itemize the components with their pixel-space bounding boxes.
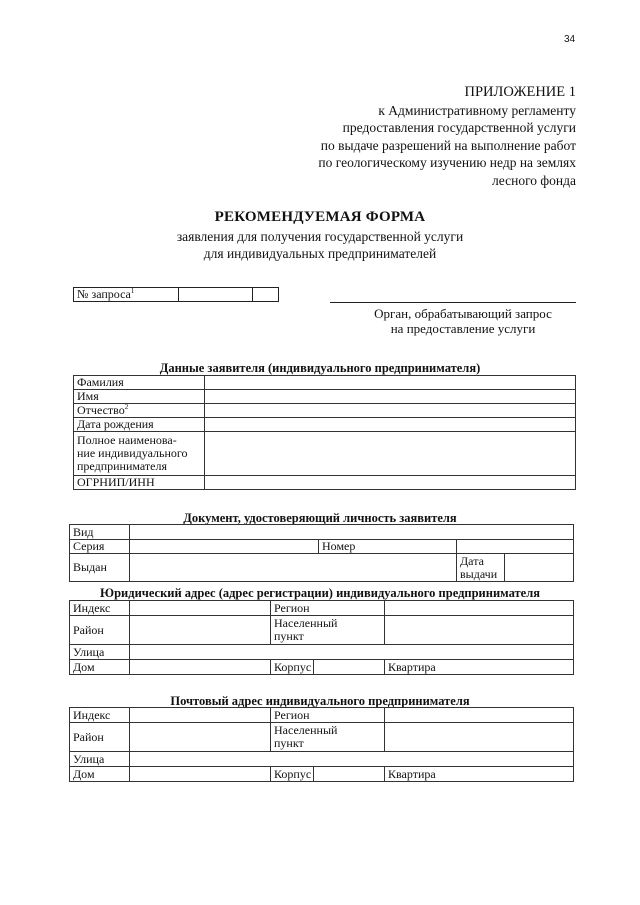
annex-line: предоставления государственной услуги <box>342 120 576 135</box>
patronymic-label <box>74 404 205 418</box>
index-field[interactable] <box>130 708 271 723</box>
annex-line: по геологическому изучению недр на землях <box>318 155 576 170</box>
locality-label <box>271 723 385 752</box>
house-label: Дом <box>70 660 130 675</box>
number-field[interactable] <box>457 540 574 554</box>
district-label: Район <box>70 723 130 752</box>
issue-date-line: выдачи <box>460 566 498 581</box>
locality-field[interactable] <box>385 723 574 752</box>
house-field[interactable] <box>130 767 271 782</box>
request-number-field[interactable] <box>178 288 179 301</box>
locality-line: Населенный <box>274 723 338 737</box>
postal-address-table <box>69 707 574 782</box>
organ-caption <box>340 306 586 336</box>
surname-field[interactable] <box>205 376 576 390</box>
building-label: Корпус <box>271 767 314 782</box>
house-field[interactable] <box>130 660 271 675</box>
full-name-field[interactable] <box>205 432 576 476</box>
street-field[interactable] <box>130 752 574 767</box>
request-number-field-end <box>252 288 253 301</box>
building-field[interactable] <box>314 660 385 675</box>
annex-header <box>236 84 576 189</box>
locality-line: Населенный <box>274 616 338 630</box>
index-label: Индекс <box>70 601 130 616</box>
annex-line: ПРИЛОЖЕНИЕ 1 <box>464 84 576 100</box>
full-name-label <box>74 432 205 476</box>
request-number-box <box>73 287 279 302</box>
ogrnip-label: ОГРНИП/ИНН <box>74 476 205 490</box>
annex-line: лесного фонда <box>492 172 576 188</box>
locality-field[interactable] <box>385 616 574 645</box>
patronymic-field[interactable] <box>205 404 576 418</box>
apartment-cell[interactable] <box>385 660 574 675</box>
locality-line: пункт <box>274 629 304 643</box>
series-label: Серия <box>70 540 130 554</box>
footnote-mark: 1 <box>130 287 135 295</box>
region-field[interactable] <box>385 601 574 616</box>
annex-line: к Административному регламенту <box>378 102 576 118</box>
issue-date-label <box>457 554 505 582</box>
name-field[interactable] <box>205 390 576 404</box>
series-field[interactable] <box>130 540 319 554</box>
postal-address-section-title: Почтовый адрес индивидуального предпринимателя <box>170 694 470 708</box>
legal-address-section-title: Юридический адрес (адрес регистрации) индивидуального предпринимателя <box>100 586 540 600</box>
issue-date-line: Дата <box>460 553 484 568</box>
district-label: Район <box>70 616 130 645</box>
legal-address-table <box>69 600 574 675</box>
footnote-mark: 2 <box>124 403 129 411</box>
request-number-label <box>77 288 134 301</box>
id-doc-section-title: Документ, удостоверяющий личность заявителя <box>183 511 457 525</box>
patronymic-text: Отчество <box>77 403 125 417</box>
surname-label: Фамилия <box>74 376 205 390</box>
form-subtitle-line: для индивидуальных предпринимателей <box>203 246 437 261</box>
district-field[interactable] <box>130 723 271 752</box>
birth-date-label: Дата рождения <box>74 418 205 432</box>
building-label: Корпус <box>271 660 314 675</box>
organ-signature-line[interactable] <box>330 302 576 303</box>
full-name-line: предпринимателя <box>77 459 167 473</box>
locality-label <box>271 616 385 645</box>
region-field[interactable] <box>385 708 574 723</box>
region-label: Регион <box>271 708 385 723</box>
ogrnip-field[interactable] <box>205 476 576 490</box>
index-label: Индекс <box>70 708 130 723</box>
applicant-table <box>73 375 576 490</box>
street-field[interactable] <box>130 645 574 660</box>
organ-caption-line: на предоставление услуги <box>390 321 536 336</box>
apartment-label: Квартира <box>388 659 436 674</box>
issued-by-field[interactable] <box>130 554 457 582</box>
apartment-label: Квартира <box>388 766 436 781</box>
form-subtitle-line: заявления для получения государственной услуги <box>176 229 464 244</box>
full-name-line: ние индивидуального <box>77 446 188 460</box>
locality-line: пункт <box>274 736 304 750</box>
index-field[interactable] <box>130 601 271 616</box>
issued-by-label: Выдан <box>70 554 130 582</box>
building-field[interactable] <box>314 767 385 782</box>
organ-caption-line: Орган, обрабатывающий запрос <box>374 306 552 321</box>
birth-date-field[interactable] <box>205 418 576 432</box>
page-number: 34 <box>564 34 576 45</box>
apartment-cell[interactable] <box>385 767 574 782</box>
form-subtitle <box>0 228 640 262</box>
number-label: Номер <box>319 540 457 554</box>
id-doc-table <box>69 524 574 582</box>
house-label: Дом <box>70 767 130 782</box>
name-label: Имя <box>74 390 205 404</box>
street-label: Улица <box>70 645 130 660</box>
street-label: Улица <box>70 752 130 767</box>
doc-type-label: Вид <box>70 525 130 540</box>
doc-type-field[interactable] <box>130 525 574 540</box>
district-field[interactable] <box>130 616 271 645</box>
request-label-text: № запроса <box>77 287 131 301</box>
region-label: Регион <box>271 601 385 616</box>
annex-line: по выдаче разрешений на выполнение работ <box>320 137 576 153</box>
form-title: РЕКОМЕНДУЕМАЯ ФОРМА <box>214 209 426 225</box>
full-name-line: Полное наименова- <box>77 433 177 447</box>
issue-date-field[interactable] <box>505 554 574 582</box>
applicant-section-title: Данные заявителя (индивидуального предпринимателя) <box>159 361 481 375</box>
